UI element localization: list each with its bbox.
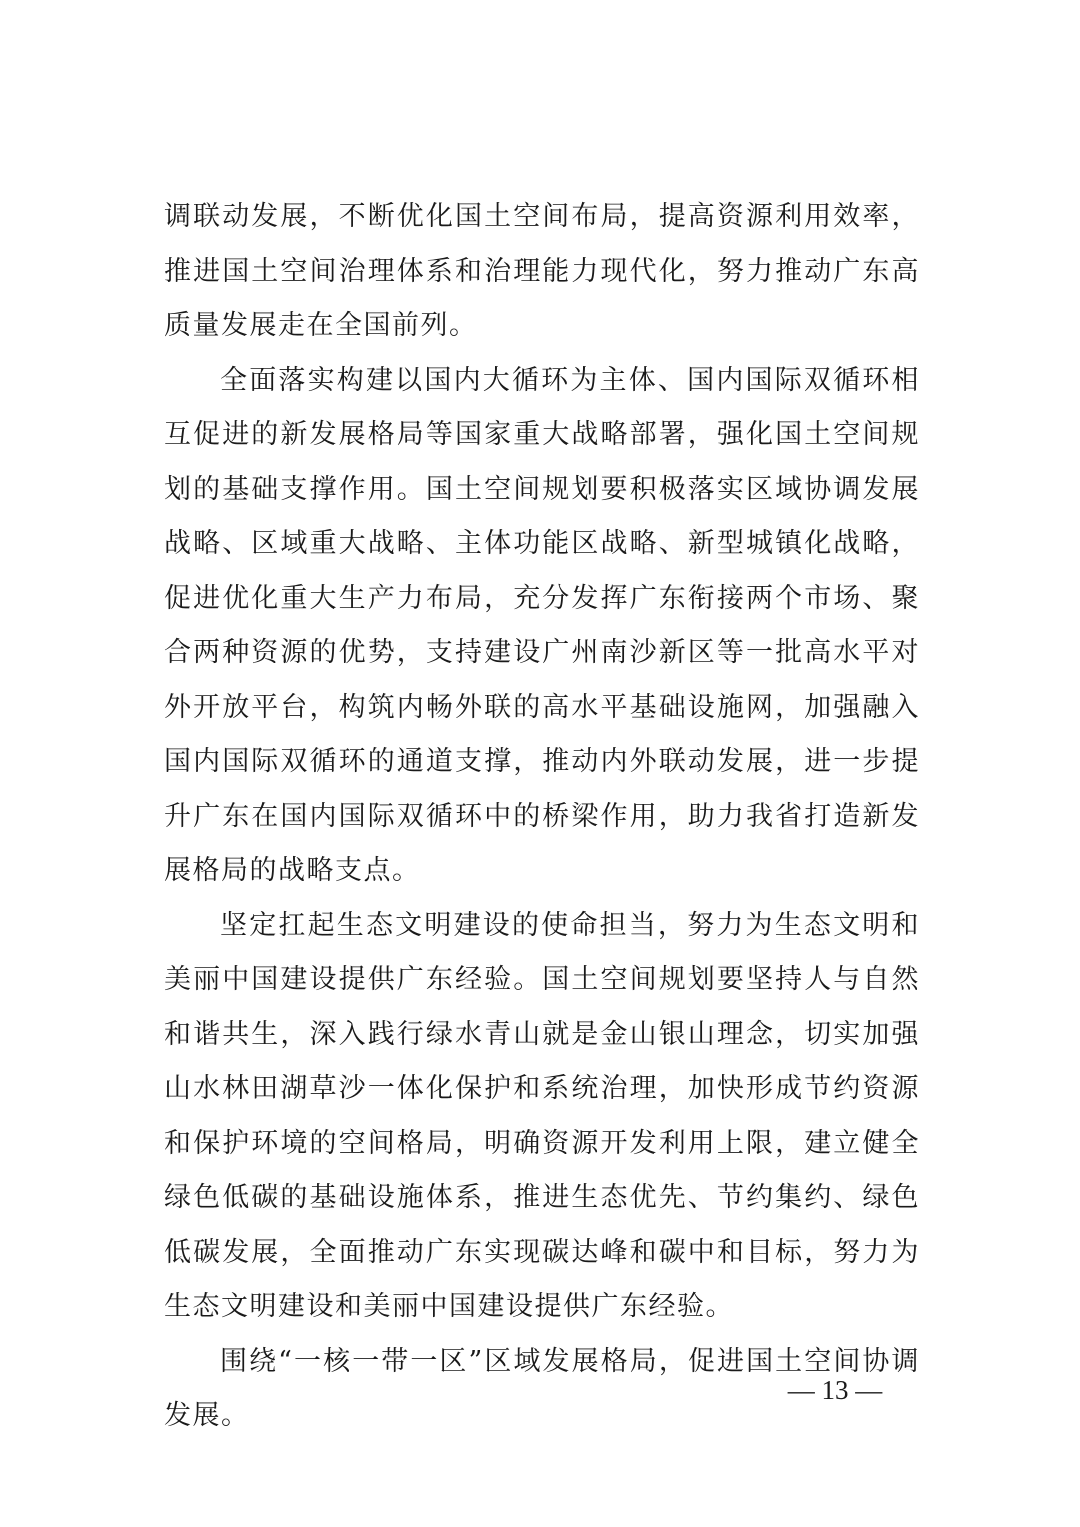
- paragraph-2: 全面落实构建以国内大循环为主体、国内国际双循环相互促进的新发展格局等国家重大战略部署，强化国土空间规划的基础支撑作用。国土空间规划要积极落实区域协调发展战略、区域重大战略、主体功能区战略、新型城镇化战略，促进优化重大生产力布局，充分发挥广东衔接两个市场、聚合两种资源的优势，支持建设广州南沙新区等一批高水平对外开放平台，构筑内畅外联的高水平基础设施网，加强融入国内国际双循环的通道支撑，推动内外联动发展，进一步提升广东在国内国际双循环中的桥梁作用，助力我省打造新发展格局的战略支点。: [164, 364, 920, 886]
- page-number: — 13 —: [787, 1375, 883, 1405]
- paragraph-3: 坚定扛起生态文明建设的使命担当，努力为生态文明和美丽中国建设提供广东经验。国土空间规划要坚持人与自然和谐共生，深入践行绿水青山就是金山银山理念，切实加强山水林田湖草沙一体化保护和系统治理，加快形成节约资源和保护环境的空间格局，明确资源开发利用上限，建立健全绿色低碳的基础设施体系，推进生态优先、节约集约、绿色低碳发展，全面推动广东实现碳达峰和碳中和目标，努力为生态文明建设和美丽中国建设提供广东经验。: [164, 909, 920, 1322]
- paragraph-4: 围绕“一核一带一区”区域发展格局，促进国土空间协调发展。: [164, 1345, 920, 1431]
- body-text: [164, 190, 920, 1444]
- paragraph-1: 调联动发展，不断优化国土空间布局，提高资源利用效率，推进国土空间治理体系和治理能力现代化，努力推动广东高质量发展走在全国前列。: [164, 201, 920, 341]
